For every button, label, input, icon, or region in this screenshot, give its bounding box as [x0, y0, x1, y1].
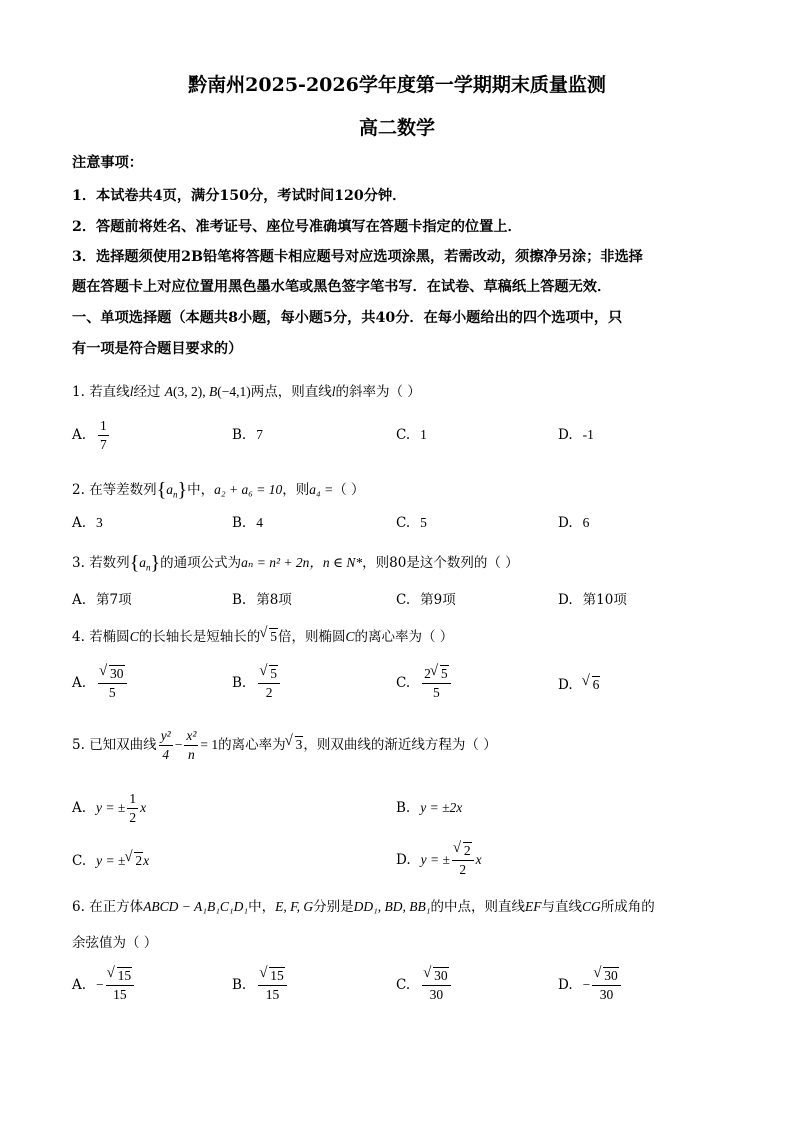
q4-ellipse-c-2: C: [345, 629, 355, 644]
q3-option-c[interactable]: [396, 588, 456, 608]
option-label: D.: [558, 515, 573, 531]
notice-item-2: 2．答题前将姓名、准考证号、座位号准确填写在答题卡指定的位置上．: [72, 219, 522, 235]
notice-heading: 注意事项：: [72, 155, 143, 171]
q6-text: 在正方体: [89, 899, 144, 915]
radicand: 3: [295, 737, 303, 752]
notice-item-3b: 题在答题卡上对应位置用黑色墨水笔或黑色签字笔书写．在试卷、草稿纸上答题无效．: [72, 279, 612, 295]
q6-segments: DD₁, BD, BB₁: [353, 899, 431, 914]
radicand: 5: [270, 666, 277, 681]
radicand: 6: [592, 677, 600, 692]
q1-option-a[interactable]: [72, 417, 111, 454]
sqrt-symbol: [286, 736, 304, 753]
q2-expr: a₂ + a₆ = 10: [214, 482, 283, 497]
q4-number: 4.: [72, 629, 85, 645]
q3-text-3: ，则80是这个数列的（ ）: [362, 555, 519, 571]
frac-den: 5: [433, 685, 440, 700]
q3-option-b[interactable]: [232, 588, 292, 608]
q1-point-a: A: [164, 384, 173, 399]
brace-left: {: [156, 479, 167, 501]
sqrt-symbol: [108, 967, 133, 985]
option-value: y = ±2x: [420, 800, 463, 815]
q6-points: E, F, G: [275, 899, 314, 914]
option-label: A.: [72, 515, 87, 531]
option-value: 第8项: [256, 592, 292, 608]
q2-number: 2.: [72, 482, 85, 498]
q6-text-5: 与直线: [541, 899, 582, 915]
q4-text-4: 的离心率为（ ）: [354, 629, 454, 645]
question-6-line-2: 余弦值为（ ）: [72, 935, 158, 951]
var-x: x: [140, 800, 147, 815]
sqrt-symbol: [424, 967, 449, 985]
q6-number: 6.: [72, 899, 85, 915]
eq-prefix: y = ±: [96, 853, 126, 868]
q2-seq: a: [166, 482, 174, 497]
sqrt-symbol: [260, 628, 278, 645]
q1-line-l: l: [129, 384, 134, 399]
frac-num: 1: [98, 417, 109, 436]
eq-prefix: y = ±: [420, 852, 450, 867]
option-label: D.: [396, 852, 411, 868]
option-label: A.: [72, 592, 87, 608]
q1-option-d[interactable]: [558, 427, 594, 443]
option-label: B.: [232, 977, 247, 993]
q2-option-a[interactable]: [72, 515, 103, 531]
option-value: 3: [96, 515, 103, 530]
sqrt-symbol: [454, 842, 472, 860]
q2-a4: a₄ =: [309, 482, 334, 497]
q6-cube: ABCD − A₁B₁C₁D₁: [143, 899, 249, 914]
q6-text-4: 的中点，则直线: [430, 899, 525, 915]
eq-prefix: y = ±: [96, 800, 126, 815]
q1-point-b: B: [209, 384, 218, 399]
neg-sign: −: [96, 977, 104, 992]
exam-subject: 高二数学: [358, 117, 435, 139]
option-value: 1: [420, 427, 427, 442]
option-value: 第10项: [582, 592, 627, 608]
question-2: 2. 在等差数列$\{a_n\}$中，a₂ + a₆ = 10，则a₄ =（ ）: [72, 479, 365, 501]
q3-number: 3.: [72, 555, 85, 571]
option-value: 第7项: [96, 592, 132, 608]
sqrt-symbol: [431, 665, 449, 683]
radicand: 5: [440, 666, 448, 681]
q6-option-c[interactable]: [396, 967, 453, 1004]
option-label: B.: [232, 515, 247, 531]
frac-num: x²: [184, 727, 198, 746]
radicand: 30: [110, 666, 124, 681]
option-value: 5: [420, 515, 427, 530]
q4-option-c[interactable]: [396, 665, 453, 702]
q4-text-2: 的长轴长是短轴长的: [138, 629, 261, 645]
notice-item-1: 1．本试卷共4页，满分150分，考试时间120分钟．: [72, 188, 407, 204]
frac-den: 4: [162, 747, 170, 762]
sqrt-symbol: [125, 852, 143, 869]
option-value: 第9项: [420, 592, 456, 608]
frac-den: 7: [100, 437, 107, 452]
frac-den: 2: [459, 862, 467, 877]
brace-left: {: [129, 552, 140, 574]
brace-right: }: [150, 552, 161, 574]
frac-den: 15: [113, 987, 127, 1002]
q3-text-2: 的通项公式为: [160, 555, 242, 571]
q1-option-c[interactable]: [396, 427, 427, 443]
option-value: 4: [256, 515, 263, 530]
q6-option-a[interactable]: [72, 967, 136, 1004]
frac-num: 1: [127, 790, 138, 809]
sqrt-symbol: [260, 665, 278, 683]
option-value: 7: [256, 427, 263, 442]
q3-expr: aₙ = n² + 2n，n ∈ N*: [241, 555, 363, 570]
radicand: 15: [270, 968, 284, 983]
q6-ef: EF: [524, 899, 542, 914]
frac-den: 30: [429, 987, 444, 1002]
q4-option-d[interactable]: [558, 676, 600, 693]
radicand: 2: [463, 843, 471, 858]
q5-number: 5.: [72, 737, 85, 753]
q2-option-b[interactable]: [232, 515, 263, 531]
option-label: B.: [232, 675, 247, 691]
coef: 2: [424, 666, 431, 681]
frac-den: 5: [108, 685, 116, 700]
option-value: 6: [582, 515, 590, 530]
q1-text-4: 的斜率为（ ）: [335, 384, 421, 400]
frac-den: 15: [265, 987, 280, 1002]
question-3: 3. 若数列$\{a_n\}$的通项公式为aₙ = n² + 2n，n ∈ N*，则80是这个数列的（ ）: [72, 552, 519, 574]
var-x: x: [475, 852, 482, 867]
question-6: [72, 895, 655, 915]
q6-text-6: 所成角的: [600, 899, 655, 915]
q6-text-3: 分别是: [313, 899, 354, 915]
q5-eq: = 1: [200, 737, 219, 752]
q1-option-b[interactable]: [232, 427, 263, 443]
q5-option-b[interactable]: [396, 800, 462, 816]
option-label: A.: [72, 977, 87, 993]
q1-text-3: 两点，则直线: [250, 384, 332, 400]
sqrt-symbol: [100, 665, 125, 683]
frac-den: 2: [265, 685, 273, 700]
q2-text-3: ，则: [282, 482, 310, 498]
q6-cg: CG: [581, 899, 601, 914]
option-value: -1: [582, 427, 594, 442]
frac-num: y²: [159, 727, 173, 746]
q4-text-3: 倍，则椭圆: [277, 629, 346, 645]
option-label: A.: [72, 427, 87, 443]
option-label: C.: [396, 675, 411, 691]
q4-text: 若椭圆: [89, 629, 130, 645]
option-label: B.: [232, 592, 247, 608]
q4-option-a[interactable]: [72, 665, 129, 702]
var-x: x: [143, 853, 150, 868]
neg-sign: −: [582, 977, 591, 992]
option-label: D.: [558, 977, 573, 993]
q3-seq: a: [139, 555, 147, 570]
option-label: A.: [72, 675, 87, 691]
option-label: B.: [396, 800, 411, 816]
q3-text: 若数列: [89, 555, 130, 571]
q4-option-b[interactable]: [232, 665, 282, 702]
notice-item-3a: 3．选择题须使用2B铅笔将答题卡相应题号对应选项涂黑，若需改动，须擦净另涂；非选择: [72, 249, 643, 265]
question-1: [72, 380, 421, 400]
section-heading-2: 有一项是符合题目要求的）: [72, 341, 243, 357]
q6-option-d[interactable]: [558, 967, 623, 1004]
option-label: C.: [396, 592, 411, 608]
frac-den: n: [188, 747, 195, 762]
q1-comma: ,: [202, 384, 209, 399]
radicand: 5: [270, 629, 277, 644]
option-label: D.: [558, 677, 573, 693]
option-label: C.: [396, 977, 411, 993]
radicand: 30: [434, 968, 448, 983]
option-label: C.: [72, 853, 87, 869]
option-label: B.: [232, 427, 247, 443]
radicand: 15: [117, 968, 132, 983]
q2-option-c[interactable]: [396, 515, 427, 531]
q5-option-d[interactable]: [396, 842, 482, 879]
question-5: 5. 已知双曲线 $\frac{\text{y²}}{4}$ − $\frac{\text{x²}}{n}$ = 1的离心率为√ 3，则双曲线的渐近线方程为（ ）: [72, 727, 497, 764]
q3-option-a[interactable]: [72, 588, 132, 608]
frac-den: 30: [599, 987, 614, 1002]
sqrt-symbol: [260, 967, 285, 985]
q1-text: 若直线: [89, 384, 130, 400]
option-label: C.: [396, 515, 411, 531]
q2-option-d[interactable]: [558, 515, 589, 531]
q3-option-d[interactable]: [558, 588, 627, 608]
q1-number: 1.: [72, 384, 85, 400]
brace-right: }: [177, 479, 188, 501]
q1-point-a-coords: (3, 2): [173, 384, 203, 399]
q5-text: 已知双曲线: [89, 737, 157, 753]
option-label: D.: [558, 592, 573, 608]
q6-text-2: 中，: [248, 899, 276, 915]
q2-text: 在等差数列: [89, 482, 157, 498]
q1-point-b-coords: (−4,1): [217, 384, 251, 399]
q2-text-2: 中，: [187, 482, 215, 498]
q6-option-b[interactable]: [232, 967, 289, 1004]
section-heading-1: 一、单项选择题（本题共8小题，每小题5分，共40分．在每小题给出的四个选项中，只: [72, 310, 623, 326]
question-4: [72, 625, 453, 645]
q5-text-3: ，则双曲线的渐近线方程为（ ）: [303, 737, 497, 753]
frac-den: 2: [129, 810, 137, 825]
sqrt-symbol: [583, 676, 601, 693]
q5-option-a[interactable]: [72, 790, 146, 827]
option-label: A.: [72, 800, 87, 816]
q1-text-2: 经过: [133, 384, 161, 400]
q1-line-l-2: l: [331, 384, 336, 399]
q2-text-4: （ ）: [333, 482, 365, 498]
q4-ellipse-c: C: [129, 629, 139, 644]
sqrt-symbol: [594, 967, 619, 985]
exam-title: 黔南州2025-2026学年度第一学期期末质量监测: [188, 74, 606, 96]
q5-text-2: 的离心率为: [218, 737, 286, 753]
radicand: 2: [135, 853, 143, 868]
option-label: D.: [558, 427, 573, 443]
q5-option-c[interactable]: [72, 852, 149, 869]
option-label: C.: [396, 427, 411, 443]
radicand: 30: [604, 968, 618, 983]
